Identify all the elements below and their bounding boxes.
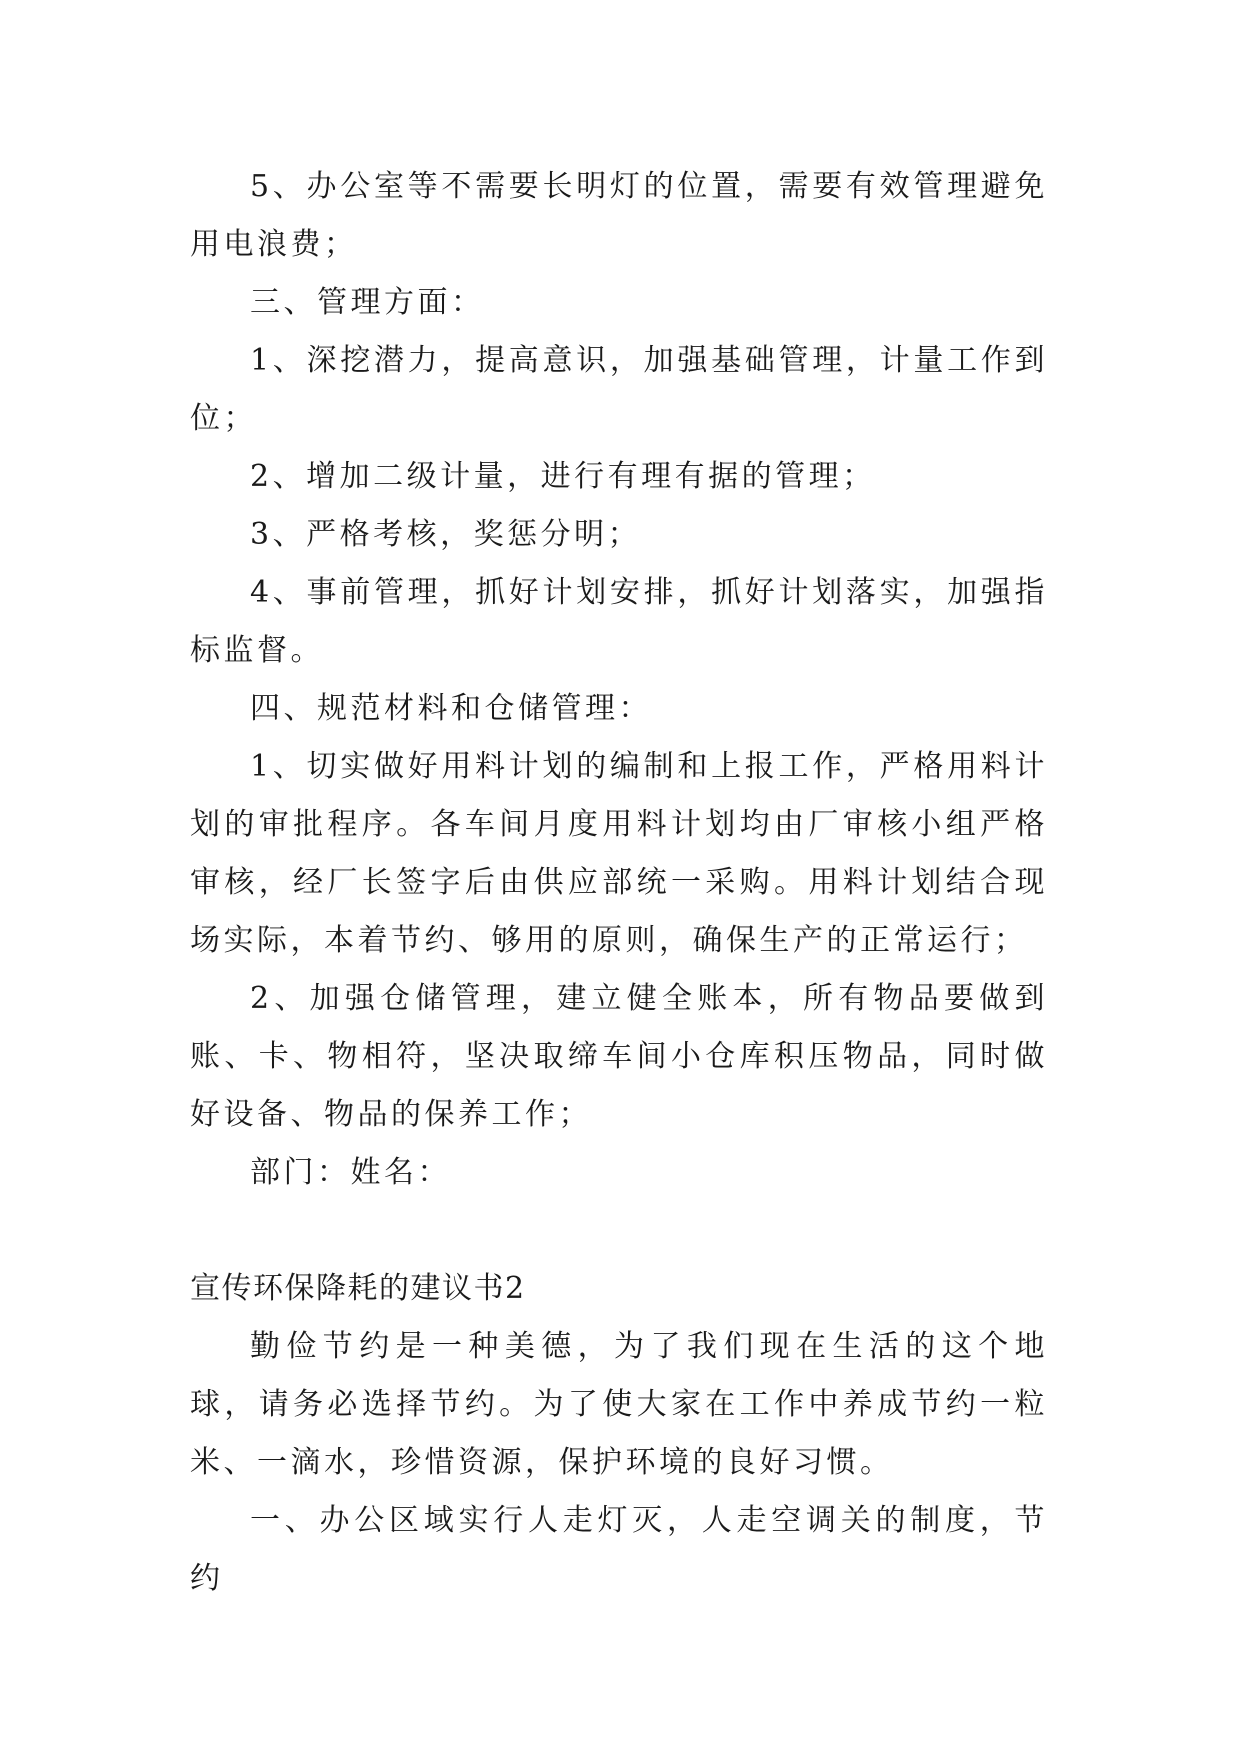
document-body (190, 158, 1048, 1608)
paragraph: 2、增加二级计量，进行有理有据的管理； (250, 459, 876, 494)
paragraph: 一、办公区域实行人走灯灭，人走空调关的制度，节约 (190, 1503, 1048, 1596)
paragraph: 勤俭节约是一种美德，为了我们现在生活的这个地球，请务必选择节约。为了使大家在工作中养成节约一粒米、一滴水，珍惜资源，保护环境的良好习惯。 (190, 1329, 1048, 1480)
paragraph: 2、加强仓储管理，建立健全账本，所有物品要做到账、卡、物相符，坚决取缔车间小仓库积压物品，同时做好设备、物品的保养工作； (190, 981, 1048, 1132)
paragraph: 4、事前管理，抓好计划安排，抓好计划落实，加强指标监督。 (190, 575, 1048, 668)
paragraph: 3、严格考核，奖惩分明； (250, 517, 642, 552)
paragraph: 1、深挖潜力，提高意识，加强基础管理，计量工作到位； (190, 343, 1048, 436)
section-heading: 四、规范材料和仓储管理： (250, 691, 652, 726)
section-title: 宣传环保降耗的建议书2 (190, 1271, 526, 1306)
signature-line: 部门：姓名： (250, 1155, 451, 1190)
section-heading: 三、管理方面： (250, 285, 485, 320)
paragraph: 5、办公室等不需要长明灯的位置，需要有效管理避免用电浪费； (190, 169, 1048, 262)
paragraph: 1、切实做好用料计划的编制和上报工作，严格用料计划的审批程序。各车间月度用料计划均由厂审核小组严格审核，经厂长签字后由供应部统一采购。用料计划结合现场实际，本着节约、够用的原则，确保生产的正常运行； (190, 749, 1048, 958)
